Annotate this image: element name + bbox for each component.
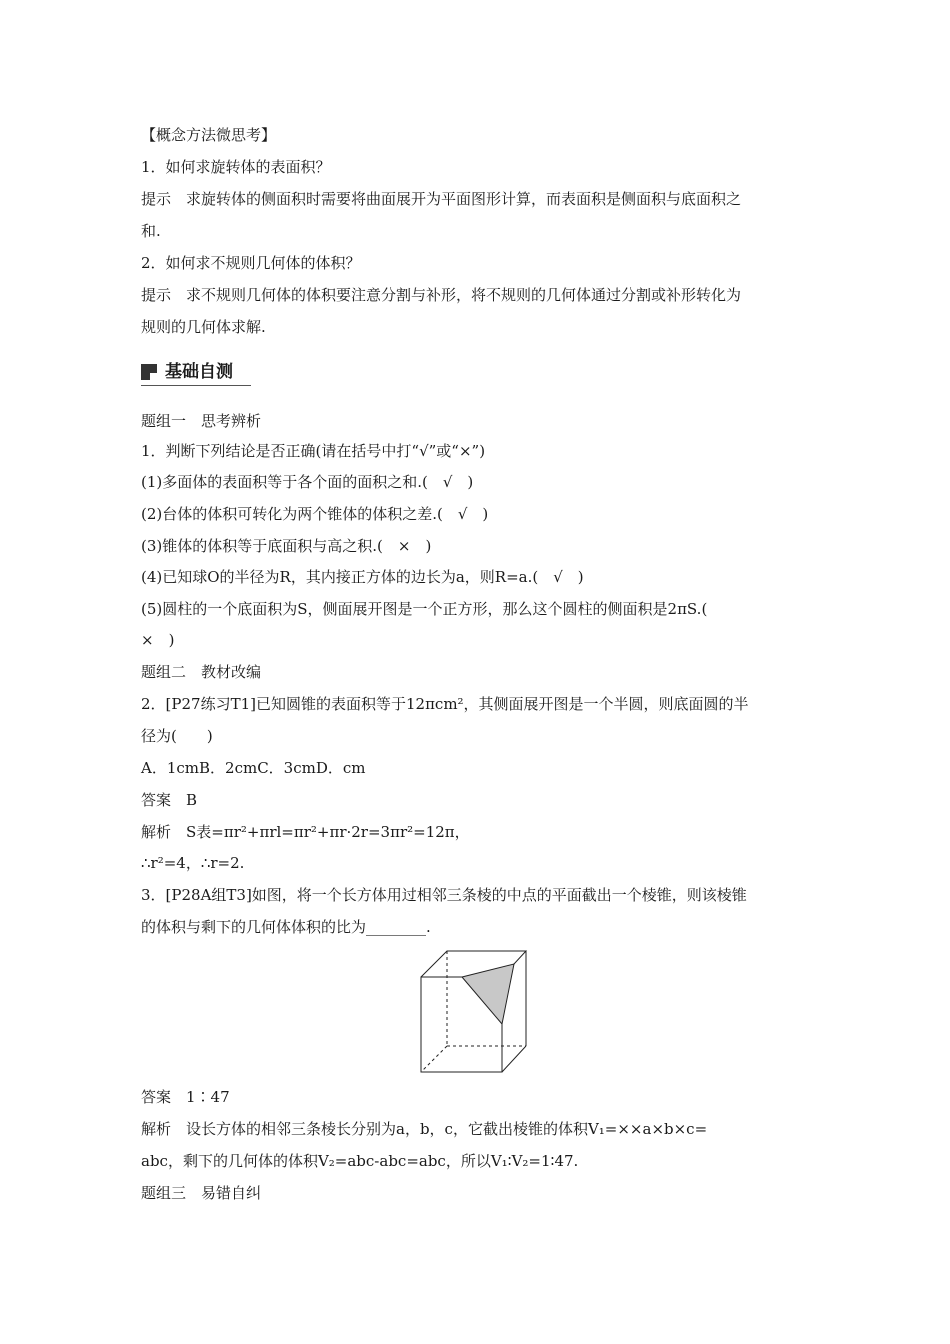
cuboid-figure: [420, 950, 530, 1075]
judgement-item-5-cont: × ): [141, 631, 175, 649]
concept-hint-1-line2: 和.: [141, 222, 161, 240]
concept-heading: 【概念方法微思考】: [141, 126, 277, 144]
question-2-line1: 2．[P27练习T1]已知圆锥的表面积等于12πcm²，其侧面展开图是一个半圆，则底面圆的半: [141, 695, 749, 713]
cuboid-right-bottom-edge: [502, 1046, 526, 1072]
judgement-item-3: (3)锥体的体积等于底面积与高之积.( × ): [141, 537, 432, 555]
judgement-item-5: (5)圆柱的一个底面积为S，侧面展开图是一个正方形，那么这个圆柱的侧面积是2πS.(: [141, 600, 708, 618]
pyramid-cut-face: [462, 964, 514, 1024]
question-2-line2: 径为( ): [141, 727, 213, 745]
hidden-diagonal-edge: [421, 1046, 447, 1072]
question-2-analysis-line1: 解析 S表=πr²+πrl=πr²+πr·2r=3πr²=12π，: [141, 823, 470, 841]
question-2-analysis-line2: ∴r²=4，∴r=2.: [141, 854, 245, 872]
question-3-analysis-line1: 解析 设长方体的相邻三条棱长分别为a，b，c，它截出棱锥的体积V₁=××a×b×c=: [141, 1120, 708, 1138]
group3-title: 题组三 易错自纠: [141, 1184, 262, 1202]
judgement-item-4: (4)已知球O的半径为R，其内接正方体的边长为a，则R=a.( √ ): [141, 568, 584, 586]
section-header: [141, 360, 251, 386]
section-underline: [141, 385, 251, 386]
group1-title: 题组一 思考辨析: [141, 412, 262, 430]
question-2-answer: 答案 B: [141, 791, 198, 809]
concept-hint-2-line2: 规则的几何体求解.: [141, 318, 266, 336]
judgement-item-2: (2)台体的体积可转化为两个锥体的体积之差.( √ ): [141, 505, 489, 523]
concept-hint-2-line1: 提示 求不规则几何体的体积要注意分割与补形，将不规则的几何体通过分割或补形转化为: [141, 286, 742, 304]
section-block-icon: [141, 364, 157, 380]
concept-hint-1-line1: 提示 求旋转体的侧面积时需要将曲面展开为平面图形计算，而表面积是侧面积与底面积之: [141, 190, 742, 208]
section-title: 基础自测: [165, 362, 233, 382]
group1-question-1: 1．判断下列结论是否正确(请在括号中打“√”或“×”): [141, 442, 486, 460]
question-2-options: A．1cmB．2cmC．3cmD．cm: [141, 759, 366, 777]
concept-question-1: 1．如何求旋转体的表面积？: [141, 158, 331, 176]
question-3-line2: 的体积与剩下的几何体体积的比为________.: [141, 918, 431, 936]
question-3-answer: 答案 1∶47: [141, 1088, 230, 1106]
question-3-line1: 3．[P28A组T3]如图，将一个长方体用过相邻三条棱的中点的平面截出一个棱锥，则该棱锥: [141, 886, 747, 904]
group2-title: 题组二 教材改编: [141, 663, 262, 681]
concept-question-2: 2．如何求不规则几何体的体积？: [141, 254, 361, 272]
question-3-analysis-line2: abc，剩下的几何体的体积V₂=abc-abc=abc，所以V₁∶V₂=1∶47.: [141, 1152, 579, 1170]
judgement-item-1: (1)多面体的表面积等于各个面的面积之和.( √ ): [141, 473, 474, 491]
